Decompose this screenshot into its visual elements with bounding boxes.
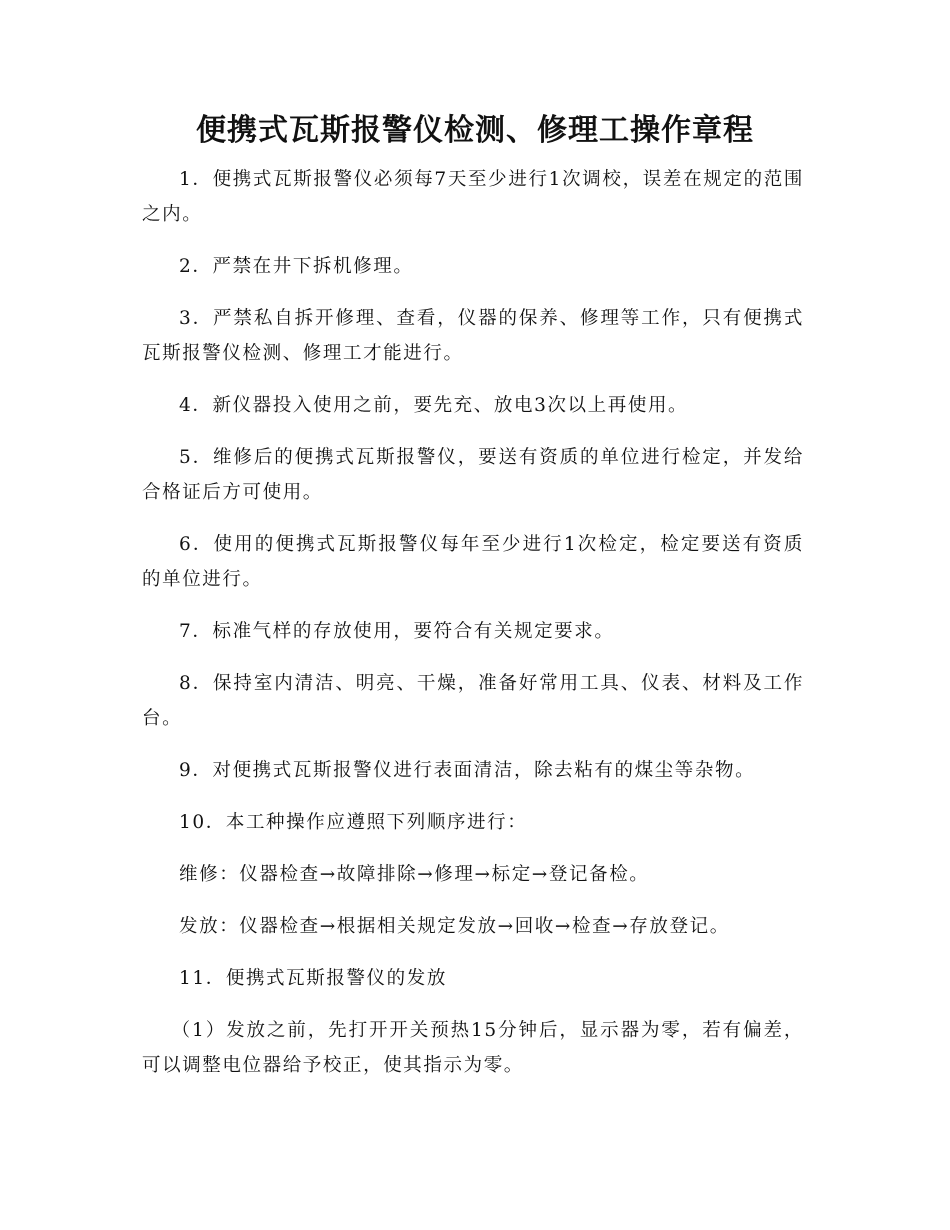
document-body — [142, 162, 804, 1100]
paragraph-11-1: （1）发放之前，先打开开关预热15分钟后，显示器为零，若有偏差，可以调整电位器给予校正，使其指示为零。 — [142, 1020, 804, 1076]
paragraph-11: 11．便携式瓦斯报警仪的发放 — [179, 968, 447, 989]
document-title: 便携式瓦斯报警仪检测、修理工操作章程 — [196, 113, 754, 148]
paragraph-3: 3．严禁私自拆开修理、查看，仪器的保养、修理等工作，只有便携式瓦斯报警仪检测、修理工才能进行。 — [142, 308, 804, 364]
paragraph-6: 6．使用的便携式瓦斯报警仪每年至少进行1次检定，检定要送有资质的单位进行。 — [142, 534, 804, 590]
paragraph-7: 7．标准气样的存放使用，要符合有关规定要求。 — [179, 621, 615, 642]
paragraph-9: 9．对便携式瓦斯报警仪进行表面清洁，除去粘有的煤尘等杂物。 — [179, 760, 756, 781]
paragraph-1: 1．便携式瓦斯报警仪必须每7天至少进行1次调校，误差在规定的范围之内。 — [142, 169, 804, 225]
paragraph-8: 8．保持室内清洁、明亮、干燥，准备好常用工具、仪表、材料及工作台。 — [142, 673, 804, 729]
paragraph-repair-sequence: 维修：仪器检查→故障排除→修理→标定→登记备检。 — [179, 864, 650, 885]
paragraph-issue-sequence: 发放：仪器检查→根据相关规定发放→回收→检查→存放登记。 — [179, 916, 730, 937]
paragraph-10: 10．本工种操作应遵照下列顺序进行： — [179, 812, 528, 833]
paragraph-4: 4．新仪器投入使用之前，要先充、放电3次以上再使用。 — [179, 395, 689, 416]
paragraph-2: 2．严禁在井下拆机修理。 — [179, 256, 414, 277]
paragraph-5: 5．维修后的便携式瓦斯报警仪，要送有资质的单位进行检定，并发给合格证后方可使用。 — [142, 447, 804, 503]
